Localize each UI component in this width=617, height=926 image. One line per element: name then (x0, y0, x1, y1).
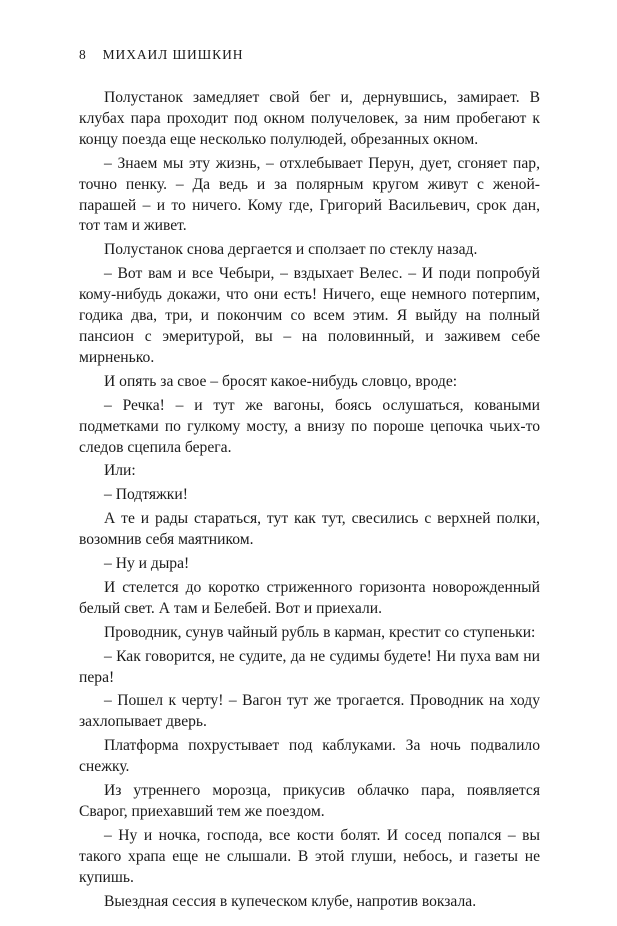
paragraph: И опять за свое – бросят какое-нибудь словцо, вроде: (104, 372, 458, 390)
paragraph: Из утреннего морозца, прикусив облачко пара, появляется Сварог, приехавший тем же поездом. (79, 782, 540, 820)
paragraph: И стелется до коротко стриженного горизонта новорожденный белый свет. А там и Белебей. Вот и приехали. (79, 578, 540, 617)
paragraph: – Ну и ночка, господа, все кости болят. И сосед попался – вы такого храпа еще не слышали. В этой глуши, небось, и газеты не купишь. (79, 826, 540, 886)
paragraph: – Речка! – и тут же вагоны, боясь ослушаться, коваными подметками по гулкому мосту, а внизу по пороше цепочка чьих-то следов сцепила берега. (79, 396, 540, 456)
paragraph: Выездная сессия в купеческом клубе, напротив вокзала. (104, 892, 477, 910)
paragraph: Или: (104, 462, 136, 480)
paragraph: – Как говорится, не судите, да не судимы будете! Ни пуха вам ни пера! (79, 647, 540, 686)
author-name: МИХАИЛ ШИШКИН (102, 47, 244, 62)
paragraph: Платформа похрустывает под каблуками. За ночь подвалило снежку. (79, 737, 540, 776)
paragraph: Проводник, сунув чайный рубль в карман, крестит со ступеньки: (104, 623, 536, 641)
paragraph: – Вот вам и все Чебыри, – вздыхает Велес. – И поди попробуй кому-нибудь докажи, что они есть! Ничего, еще немного потерпим, годика два, три, и покончим со всем этим. Я выйду на полный пансион с эмеритурой, вы – на половинный, и заживем себе мирненько. (79, 265, 540, 366)
page-number: 8 (79, 47, 87, 62)
paragraph: – Подтяжки! (104, 486, 188, 504)
running-head (79, 45, 243, 65)
body-text (79, 88, 540, 916)
paragraph: А те и рады стараться, тут как тут, свесились с верхней полки, возомнив себя маятником. (79, 510, 540, 549)
paragraph: Полустанок замедляет свой бег и, дернувшись, замирает. В клубах пара проходит под окном получеловек, за ним пробегают к концу поезда еще несколько полулюдей, обрезанных окном. (79, 89, 540, 148)
paragraph: – Знаем мы эту жизнь, – отхлебывает Перун, дует, сгоняет пар, точно пенку. – Да ведь и за полярным кругом живут с женой-парашей – и то ничего. Кому где, Григорий Васильевич, срок дан, тот там и живет. (79, 154, 540, 235)
paragraph: – Ну и дыра! (104, 555, 190, 573)
paragraph: – Пошел к черту! – Вагон тут же трогается. Проводник на ходу захлопывает дверь. (79, 692, 540, 731)
paragraph: Полустанок снова дергается и сползает по стеклу назад. (104, 241, 478, 259)
